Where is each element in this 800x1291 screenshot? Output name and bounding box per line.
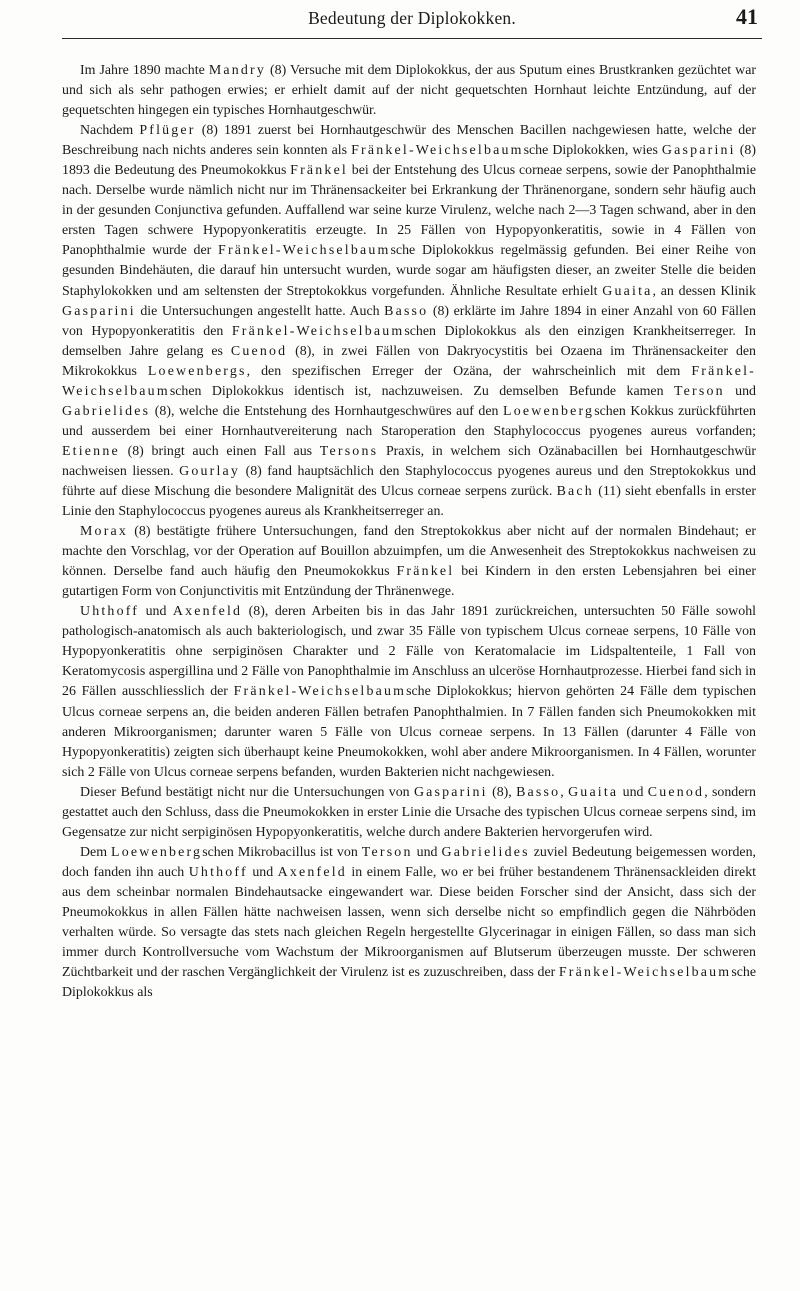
text-run: und bbox=[724, 383, 756, 399]
page-number: 41 bbox=[736, 4, 758, 29]
text-run: schen Diplokokkus identisch ist, nachzuweisen. Zu demselben Befunde kamen bbox=[169, 383, 674, 399]
author-name: Gabrielides bbox=[62, 403, 151, 419]
running-title: Bedeutung der Diplokokken. bbox=[308, 8, 516, 28]
text-run: und bbox=[412, 844, 442, 860]
author-name: Mandry bbox=[208, 63, 266, 78]
text-run: (8), bbox=[487, 784, 517, 800]
author-name: Bach bbox=[556, 483, 594, 499]
text-run: Nachdem bbox=[80, 123, 140, 139]
text-run: und bbox=[618, 784, 648, 800]
text-run: die Untersuchungen angestellt hatte. Auch bbox=[135, 303, 385, 319]
author-name: Axenfeld bbox=[277, 864, 347, 880]
text-run: Im Jahre 1890 machte bbox=[80, 63, 209, 78]
text-run: sche Diplokokken, wies bbox=[523, 143, 662, 159]
author-name: Loewenberg bbox=[111, 844, 203, 860]
text-run: sche Diplokokkus als bbox=[62, 965, 756, 1001]
author-name: Gasparini bbox=[62, 303, 136, 319]
text-run: , sondern gestattet auch den Schluss, dass die Pneumokokken in erster Linie die Ursache des typischen Ulcus corneae serpens sind, im Gegensatze zur nicht serpiginösen Hypopyonkeratitis, welche durch andere Bakterien hervorgerufen wird. bbox=[62, 784, 756, 840]
text-run: (11) sieht ebenfalls in erster Linie den Staphylococcus pyogenes aureus als Krankheitserreger an. bbox=[62, 483, 756, 520]
author-name: Fränkel-Weichselbaum bbox=[233, 684, 407, 700]
author-name: Cuenod bbox=[647, 784, 705, 800]
author-name: Terson bbox=[361, 844, 413, 860]
paragraph bbox=[62, 602, 756, 782]
author-name: Fränkel-Weichselbaum bbox=[218, 243, 391, 259]
text-run: schen Mikrobacillus ist von bbox=[202, 844, 362, 860]
text-run: Dem bbox=[80, 844, 112, 860]
author-name: Uhthoff bbox=[80, 604, 140, 620]
text-run: (8), welche die Entstehung des Hornhautgeschwüres auf den bbox=[150, 403, 504, 419]
text-run: bei Kindern in den ersten Lebensjahren bei einer gutartigen Form von Conjunctivitis mit Entzündung der Thränenwege. bbox=[62, 564, 756, 600]
text-run: (8) Versuche mit dem Diplokokkus, der aus Sputum eines Brustkranken gezüchtet war und sich als sehr pathogen erwies; er erhielt damit auf der nicht gequetschten Hornhaut leichte Entzündung, auf der gequetschten hingegen ein typisches Hornhautgeschwür. bbox=[62, 63, 756, 119]
body-text bbox=[62, 61, 756, 1003]
text-run: (8) fand hauptsächlich den Staphylococcus pyogenes aureus und den Streptokokkus und führte auf diese Mischung die besondere Malignität des Ulcus corneae serpens zurück. bbox=[62, 463, 756, 499]
author-name: Fränkel bbox=[290, 163, 348, 179]
text-run: in einem Falle, wo er bei früher bestandenem Thränensackleiden direkt aus dem scheinbar normalen Bindehautsacke eingewandert war. Diese beiden Forscher sind der Ansicht, dass sich der Pneumokokkus in allen Fällen hätte nachweisen lassen, wenn sich derselbe nicht so empfindlich gegen die Nährböden verhalten würde. So versagte das stets nach gleichen Regeln hergestellte Glycerinagar in einigen Fällen, so dass man sich immer durch Kontrollversuche vom Wachstum der Mikroorganismen auf Blutserum überzeugen musste. Der schweren Züchtbarkeit und der raschen Vergänglichkeit der Virulenz ist es zuzuschreiben, dass der bbox=[62, 864, 757, 981]
author-name: Etienne bbox=[62, 443, 120, 459]
author-name: Pflüger bbox=[139, 123, 196, 139]
text-run: Praxis, in welchem sich Ozänabacillen bei Hornhautgeschwür nachweisen liessen. bbox=[62, 443, 756, 479]
text-run: (8) bringt auch einen Fall aus bbox=[119, 443, 320, 459]
text-run: schen Diplokokkus als den einzigen Krankheitserreger. In demselben Jahre gelang es bbox=[62, 323, 756, 359]
author-name: Cuenod bbox=[230, 343, 288, 359]
text-run: (8) 1893 die Bedeutung des Pneumokokkus bbox=[62, 143, 756, 179]
text-run: sche Diplokokkus regelmässig gefunden. Bei einer Reihe von gesunden Bindehäuten, die darauf hin untersucht wurden, wurde sogar am häufigsten dieser, an zweiter Stelle die beiden Staphylokokken und am seltensten der Streptokokkus vorgefunden. Ähnliche Resultate erhielt bbox=[62, 243, 756, 299]
author-name: Guaita bbox=[602, 283, 653, 299]
author-name: Tersons bbox=[319, 443, 379, 459]
paragraph bbox=[62, 61, 756, 121]
paragraph bbox=[62, 522, 756, 602]
text-run: und bbox=[139, 604, 173, 620]
author-name: Gourlay bbox=[179, 463, 241, 479]
text-run: (8) bestätigte frühere Untersuchungen, fand den Streptokokkus aber nicht auf der normalen Bindehaut; er machte den Vorschlag, vor der Operation auf Bouillon abzuimpfen, um die Anwesenheit des Streptokokkus nachweisen zu können. Derselbe fand auch häufig den Pneumokokkus bbox=[62, 524, 756, 580]
author-name: Fränkel-Weichselbaum bbox=[558, 965, 732, 981]
author-name: Loewenbergs bbox=[147, 363, 247, 379]
text-run: Dieser Befund bestätigt nicht nur die Untersuchungen von bbox=[80, 784, 414, 800]
author-name: Terson bbox=[673, 383, 725, 399]
author-name: Uhthoff bbox=[188, 864, 248, 880]
author-name: Morax bbox=[80, 524, 129, 540]
author-name: Fränkel bbox=[396, 564, 455, 580]
text-run: (8), in zwei Fällen von Dakryocystitis bei Ozaena im Thränensackeiter den Mikrokokkus bbox=[62, 343, 756, 379]
author-name: Gasparini bbox=[413, 784, 488, 800]
author-name: Basso bbox=[384, 303, 429, 319]
text-run: und bbox=[247, 864, 278, 880]
author-name: Gasparini bbox=[661, 143, 736, 159]
paragraph bbox=[62, 121, 756, 522]
paragraph bbox=[62, 783, 756, 843]
text-run: (8) erklärte im Jahre 1894 in einer Anzahl von 60 Fällen von Hypopyonkeratitis den bbox=[62, 303, 757, 339]
text-run: zuviel Bedeutung beigemessen worden, doch fanden ihn auch bbox=[62, 844, 757, 880]
author-name: Guaita bbox=[568, 784, 619, 800]
text-run: bei der Entstehung des Ulcus corneae serpens, sowie der Panophthalmie nach. Derselbe wurde nämlich nicht nur im Thränensackeiter bei Erkrankung der Thränenorgane, sondern sehr häufig auch in der gesunden Conjunctiva gefunden. Auffallend war seine kurze Virulenz, welche nach 2—3 Tagen schwand, aber in den ersten Tagen schwere Hypopyonkeratitis erzeugte. In 25 Fällen von Hypopyonkeratitis, sowie in 4 Fällen von Panophthalmie wurde der bbox=[62, 163, 756, 259]
text-run: (8), deren Arbeiten bis in das Jahr 1891 zurückreichen, untersuchten 50 Fälle sowohl pathologisch-anatomisch als auch bakteriologisch, und zwar 35 Fälle von typischem Ulcus corneae serpens, 10 Fälle von Hypopyonkeratitis ohne serpiginösen Charakter und 2 Fälle von Keratomalacie im Lidspaltenteile, 1 Fall von Keratomycosis aspergillina und 2 Fälle von Panophthalmie im Anschluss an ulceröse Hornhautprozesse. Hierbei fand sich in 26 Fällen ausschliesslich der bbox=[62, 604, 757, 700]
text-run: , bbox=[560, 784, 569, 800]
running-head bbox=[62, 0, 762, 39]
author-name: Fränkel-Weichselbaum bbox=[231, 323, 405, 339]
author-name: Loewenberg bbox=[503, 403, 595, 419]
author-name: Gabrielides bbox=[441, 844, 530, 860]
text-run: schen Kokkus zurückführten und ausserdem bei einer Hornhautvereiterung nach Staroperation den Staphylococcus pyogenes aureus vorfanden; bbox=[62, 403, 756, 439]
text-run: (8) 1891 zuerst bei Hornhautgeschwür des Menschen Bacillen nachgewiesen hatte, welche der Beschreibung nach nichts anderes sein konnten als bbox=[62, 123, 756, 159]
author-name: Fränkel-Weichselbaum bbox=[351, 143, 524, 159]
author-name: Fränkel-Weichselbaum bbox=[62, 363, 756, 399]
text-run: , den spezifischen Erreger der Ozäna, der wahrscheinlich mit dem bbox=[246, 363, 692, 379]
author-name: Basso bbox=[516, 784, 561, 800]
author-name: Axenfeld bbox=[172, 604, 243, 620]
paragraph bbox=[62, 843, 756, 1003]
text-run: , an dessen Klinik bbox=[652, 283, 756, 299]
text-run: sche Diplokokkus; hiervon gehörten 24 Fälle dem typischen Ulcus corneae serpens an, die beiden anderen Fällen betrafen Panophthalmien. In 7 Fällen fanden sich Pneumokokken mit anderen Mikroorganismen; darunter waren 5 Fälle von Ulcus corneae serpens. In 13 Fällen (darunter 4 Fälle von Hypopyonkeratitis) zeigten sich überhaupt keine Pneumokokken, wohl aber andere Mikroorganismen. In 4 Fällen, worunter sich 2 Fälle von Ulcus corneae serpens befanden, wurden Bakterien nicht nachgewiesen. bbox=[62, 684, 757, 780]
